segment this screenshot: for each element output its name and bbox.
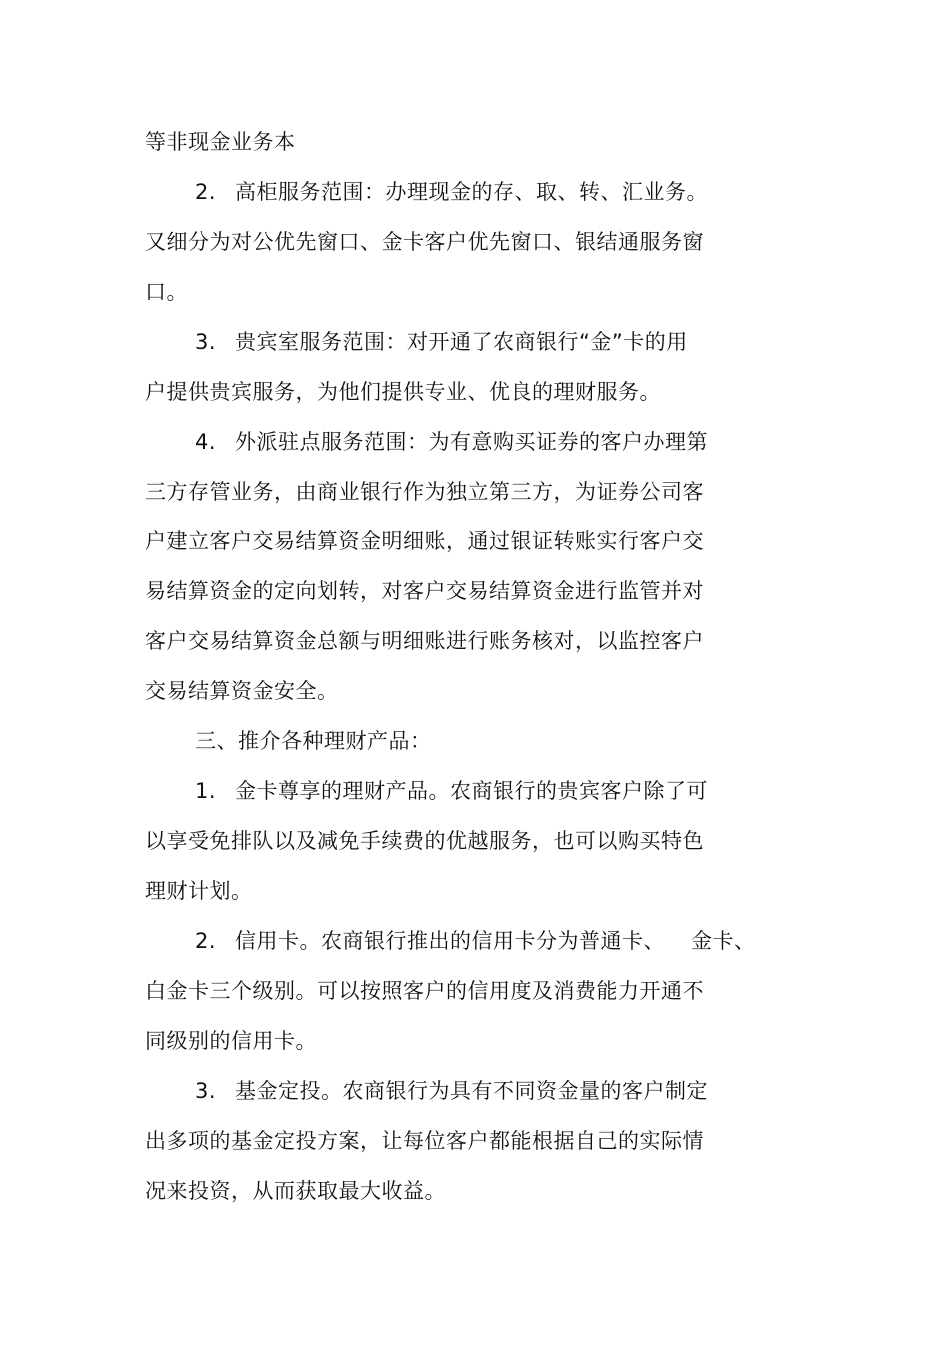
item-number: 2. bbox=[195, 180, 217, 204]
text-line: 况来投资，从而获取最大收益。 bbox=[145, 1179, 446, 1203]
text-line: 同级别的信用卡。 bbox=[145, 1029, 317, 1053]
list-item bbox=[195, 177, 708, 207]
item-number: 3. bbox=[195, 1079, 217, 1103]
text-line: 以享受免排队以及减免手续费的优越服务，也可以购买特色 bbox=[145, 829, 704, 853]
text-line: 口。 bbox=[145, 280, 188, 304]
text-line: 又细分为对公优先窗口、金卡客户优先窗口、银结通服务窗 bbox=[145, 230, 704, 254]
text-line: 白金卡三个级别。可以按照客户的信用度及消费能力开通不 bbox=[145, 979, 704, 1003]
text-line: 客户交易结算资金总额与明细账进行账务核对，以监控客户 bbox=[145, 629, 704, 653]
section-heading: 三、推介各种理财产品： bbox=[195, 729, 432, 753]
item-text: 贵宾室服务范围：对开通了农商银行“金”卡的用 bbox=[235, 330, 688, 354]
text-line: 交易结算资金安全。 bbox=[145, 679, 339, 703]
item-text: 金卡尊享的理财产品。农商银行的贵宾客户除了可 bbox=[235, 779, 708, 803]
text-line: 易结算资金的定向划转，对客户交易结算资金进行监管并对 bbox=[145, 579, 704, 603]
item-text: 信用卡。农商银行推出的信用卡分为普通卡、 bbox=[235, 929, 665, 953]
item-text: 高柜服务范围：办理现金的存、取、转、汇业务。 bbox=[235, 180, 708, 204]
list-item bbox=[195, 776, 708, 806]
text-line: 理财计划。 bbox=[145, 879, 253, 903]
text-line: 户建立客户交易结算资金明细账，通过银证转账实行客户交 bbox=[145, 529, 704, 553]
text-line: 出多项的基金定投方案，让每位客户都能根据自己的实际情 bbox=[145, 1129, 704, 1153]
list-item bbox=[195, 926, 756, 956]
text-line: 等非现金业务本 bbox=[145, 130, 296, 154]
item-number: 1. bbox=[195, 779, 217, 803]
item-number: 2. bbox=[195, 929, 217, 953]
item-text: 基金定投。农商银行为具有不同资金量的客户制定 bbox=[235, 1079, 708, 1103]
text-line: 三方存管业务，由商业银行作为独立第三方，为证券公司客 bbox=[145, 480, 704, 504]
item-number: 3. bbox=[195, 330, 217, 354]
list-item bbox=[195, 1076, 708, 1106]
list-item bbox=[195, 327, 688, 357]
list-item bbox=[195, 427, 708, 457]
item-text-tail: 金卡、 bbox=[691, 929, 756, 953]
item-text: 外派驻点服务范围：为有意购买证券的客户办理第 bbox=[235, 430, 708, 454]
text-line: 户提供贵宾服务，为他们提供专业、优良的理财服务。 bbox=[145, 380, 661, 404]
item-number: 4. bbox=[195, 430, 217, 454]
